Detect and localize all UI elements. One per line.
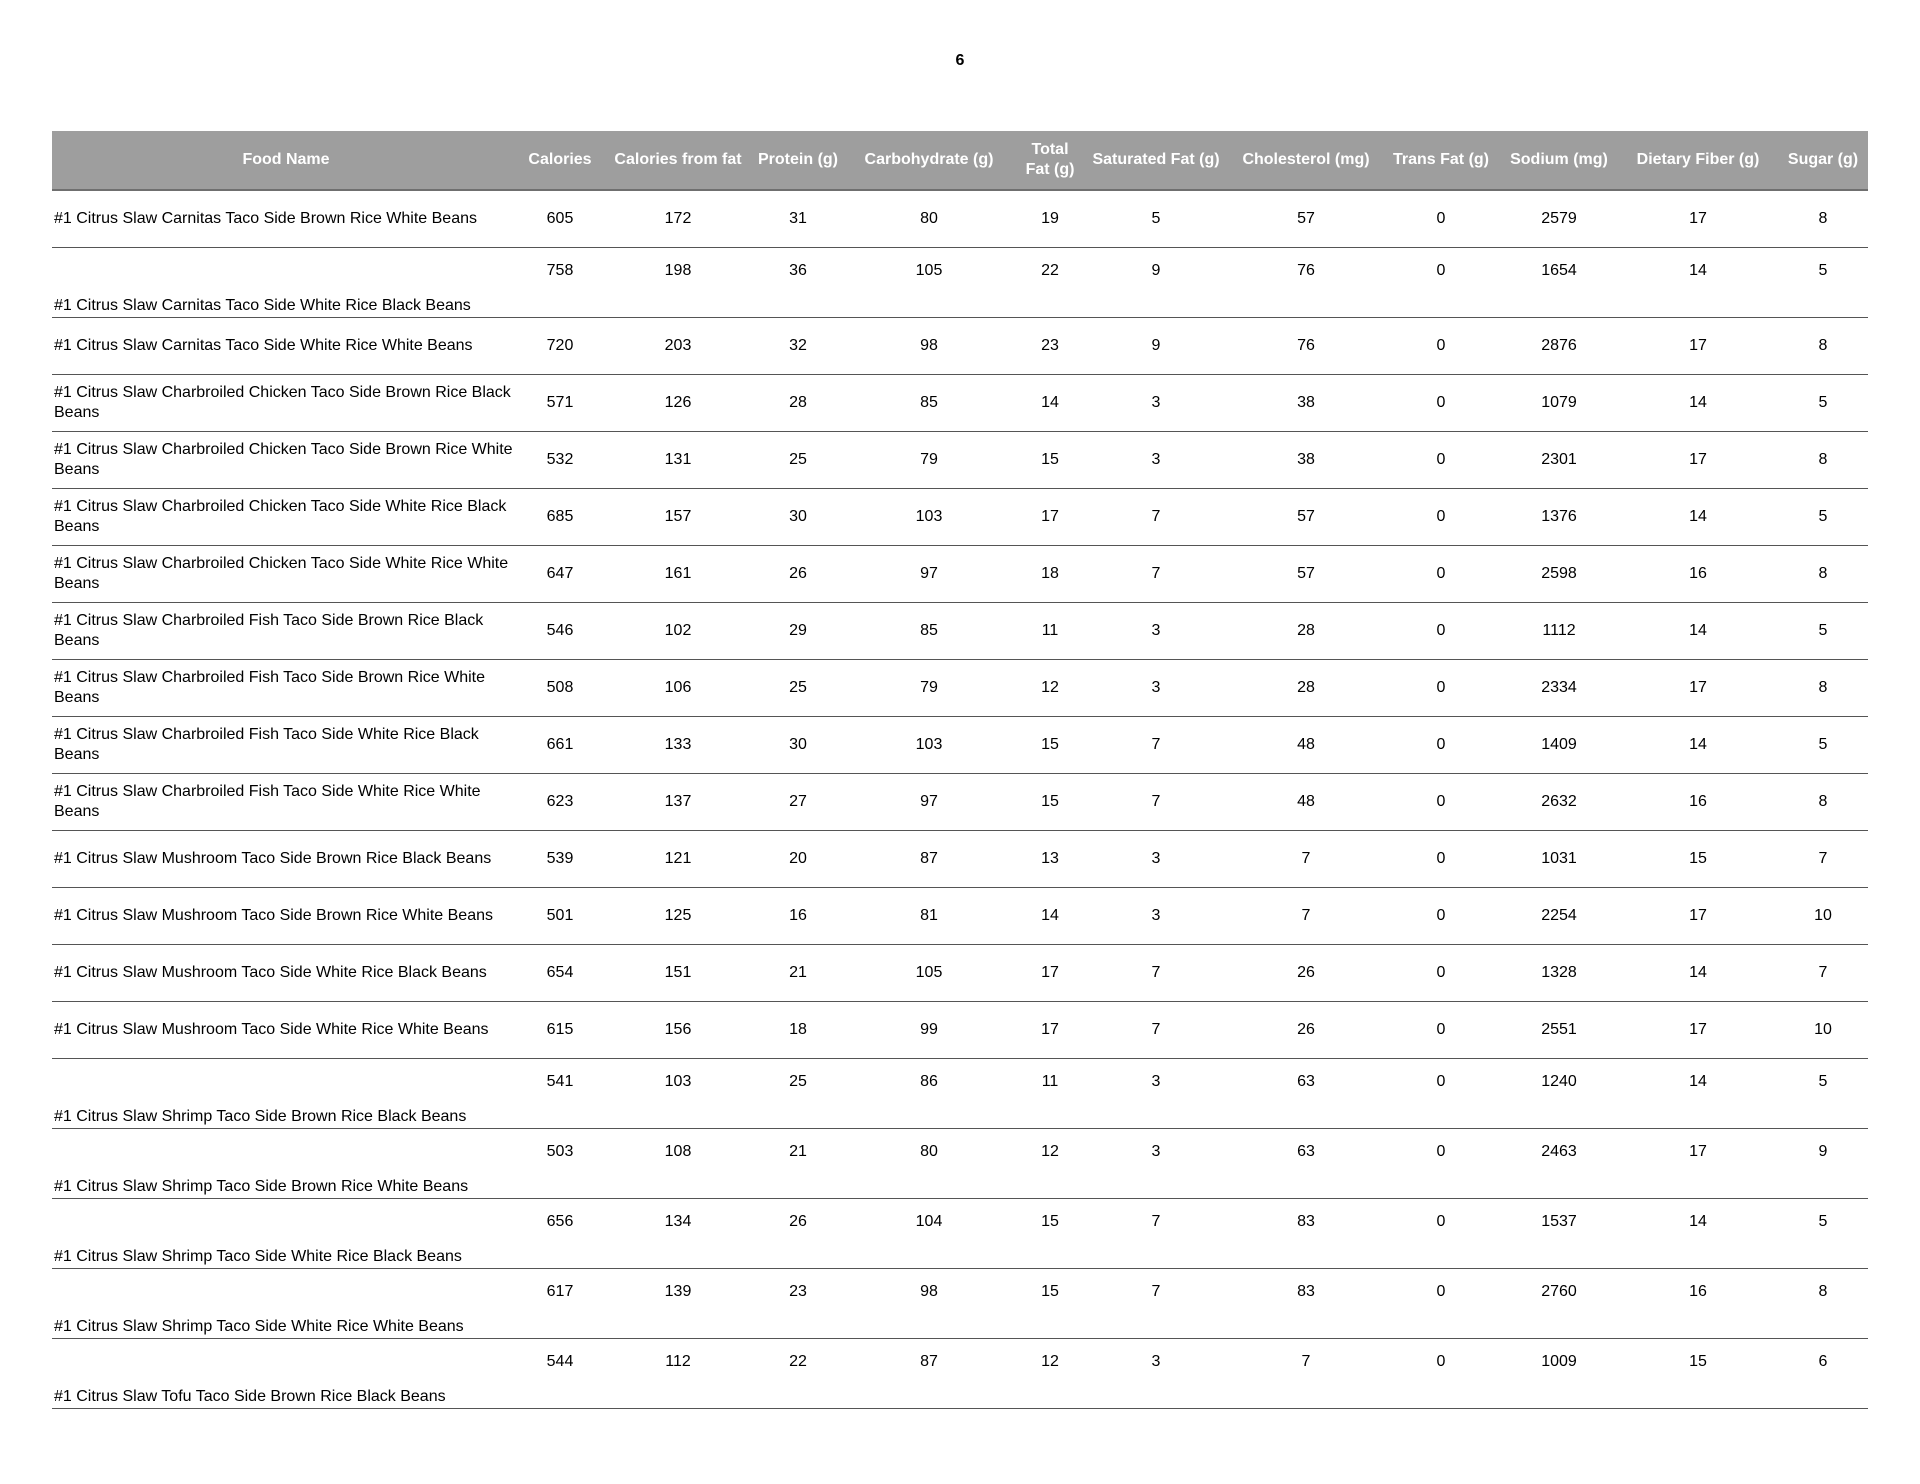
table-row	[52, 1199, 1868, 1269]
calories-from-fat-cell: 151	[600, 945, 756, 1002]
trans-fat-cell: 0	[1382, 248, 1500, 318]
page-number: 6	[955, 52, 965, 69]
trans-fat-cell: 0	[1382, 945, 1500, 1002]
table-row	[52, 831, 1868, 888]
nutrition-table	[52, 131, 1868, 1409]
protein-cell: 32	[756, 318, 840, 375]
protein-cell: 28	[756, 375, 840, 432]
cholesterol-cell: 38	[1230, 375, 1382, 432]
cholesterol-cell: 76	[1230, 318, 1382, 375]
calories-cell: 503	[520, 1129, 600, 1199]
food-name-cell: #1 Citrus Slaw Charbroiled Chicken Taco Side White Rice Black Beans	[52, 489, 520, 546]
carbohydrate-cell: 79	[840, 432, 1018, 489]
food-name-cell: #1 Citrus Slaw Shrimp Taco Side White Rice White Beans	[52, 1269, 520, 1339]
sodium-cell: 2598	[1500, 546, 1618, 603]
food-name-cell: #1 Citrus Slaw Carnitas Taco Side White Rice White Beans	[52, 318, 520, 375]
calories-cell: 539	[520, 831, 600, 888]
saturated-fat-cell: 3	[1082, 375, 1230, 432]
calories-cell: 758	[520, 248, 600, 318]
cholesterol-cell: 83	[1230, 1199, 1382, 1269]
saturated-fat-cell: 3	[1082, 1339, 1230, 1409]
cholesterol-cell: 57	[1230, 489, 1382, 546]
saturated-fat-cell: 9	[1082, 248, 1230, 318]
protein-cell: 30	[756, 489, 840, 546]
trans-fat-cell: 0	[1382, 831, 1500, 888]
carbohydrate-cell: 105	[840, 248, 1018, 318]
calories-from-fat-cell: 156	[600, 1002, 756, 1059]
carbohydrate-cell: 97	[840, 546, 1018, 603]
sugar-cell: 5	[1778, 489, 1868, 546]
total-fat-cell: 23	[1018, 318, 1082, 375]
calories-from-fat-cell: 172	[600, 190, 756, 248]
dietary-fiber-cell: 14	[1618, 375, 1778, 432]
total-fat-cell: 17	[1018, 1002, 1082, 1059]
calories-cell: 508	[520, 660, 600, 717]
carbohydrate-cell: 105	[840, 945, 1018, 1002]
table-row	[52, 1002, 1868, 1059]
sodium-cell: 1328	[1500, 945, 1618, 1002]
calories-cell: 532	[520, 432, 600, 489]
saturated-fat-cell: 3	[1082, 1059, 1230, 1129]
sodium-cell: 1112	[1500, 603, 1618, 660]
table-row	[52, 318, 1868, 375]
cholesterol-cell: 7	[1230, 888, 1382, 945]
food-name-cell: #1 Citrus Slaw Charbroiled Chicken Taco Side Brown Rice White Beans	[52, 432, 520, 489]
trans-fat-cell: 0	[1382, 1059, 1500, 1129]
carbohydrate-cell: 104	[840, 1199, 1018, 1269]
trans-fat-cell: 0	[1382, 489, 1500, 546]
table-row	[52, 1129, 1868, 1199]
saturated-fat-cell: 3	[1082, 831, 1230, 888]
protein-cell: 26	[756, 546, 840, 603]
protein-cell: 23	[756, 1269, 840, 1339]
header-cholesterol: Cholesterol (mg)	[1230, 131, 1382, 190]
sodium-cell: 2551	[1500, 1002, 1618, 1059]
food-name-cell: #1 Citrus Slaw Charbroiled Chicken Taco Side Brown Rice Black Beans	[52, 375, 520, 432]
calories-from-fat-cell: 102	[600, 603, 756, 660]
total-fat-cell: 15	[1018, 432, 1082, 489]
calories-from-fat-cell: 125	[600, 888, 756, 945]
trans-fat-cell: 0	[1382, 375, 1500, 432]
total-fat-cell: 12	[1018, 1339, 1082, 1409]
protein-cell: 22	[756, 1339, 840, 1409]
food-name-cell: #1 Citrus Slaw Charbroiled Fish Taco Side Brown Rice Black Beans	[52, 603, 520, 660]
calories-cell: 617	[520, 1269, 600, 1339]
sodium-cell: 2463	[1500, 1129, 1618, 1199]
saturated-fat-cell: 7	[1082, 774, 1230, 831]
total-fat-cell: 17	[1018, 945, 1082, 1002]
sodium-cell: 2876	[1500, 318, 1618, 375]
table-row	[52, 717, 1868, 774]
protein-cell: 18	[756, 1002, 840, 1059]
table-row	[52, 1059, 1868, 1129]
total-fat-cell: 14	[1018, 888, 1082, 945]
header-sodium: Sodium (mg)	[1500, 131, 1618, 190]
carbohydrate-cell: 80	[840, 1129, 1018, 1199]
protein-cell: 36	[756, 248, 840, 318]
saturated-fat-cell: 7	[1082, 717, 1230, 774]
cholesterol-cell: 48	[1230, 774, 1382, 831]
dietary-fiber-cell: 14	[1618, 1199, 1778, 1269]
carbohydrate-cell: 79	[840, 660, 1018, 717]
calories-from-fat-cell: 121	[600, 831, 756, 888]
protein-cell: 21	[756, 1129, 840, 1199]
calories-cell: 615	[520, 1002, 600, 1059]
sodium-cell: 1376	[1500, 489, 1618, 546]
trans-fat-cell: 0	[1382, 774, 1500, 831]
dietary-fiber-cell: 14	[1618, 945, 1778, 1002]
calories-from-fat-cell: 157	[600, 489, 756, 546]
sugar-cell: 10	[1778, 888, 1868, 945]
saturated-fat-cell: 3	[1082, 888, 1230, 945]
calories-cell: 685	[520, 489, 600, 546]
total-fat-cell: 15	[1018, 717, 1082, 774]
header-trans-fat: Trans Fat (g)	[1382, 131, 1500, 190]
sugar-cell: 8	[1778, 546, 1868, 603]
calories-from-fat-cell: 137	[600, 774, 756, 831]
calories-from-fat-cell: 131	[600, 432, 756, 489]
sugar-cell: 5	[1778, 248, 1868, 318]
table-row	[52, 190, 1868, 248]
food-name-cell: #1 Citrus Slaw Shrimp Taco Side White Rice Black Beans	[52, 1199, 520, 1269]
dietary-fiber-cell: 17	[1618, 1129, 1778, 1199]
food-name-cell: #1 Citrus Slaw Charbroiled Fish Taco Side Brown Rice White Beans	[52, 660, 520, 717]
dietary-fiber-cell: 14	[1618, 603, 1778, 660]
trans-fat-cell: 0	[1382, 546, 1500, 603]
dietary-fiber-cell: 14	[1618, 489, 1778, 546]
total-fat-cell: 14	[1018, 375, 1082, 432]
saturated-fat-cell: 7	[1082, 546, 1230, 603]
total-fat-cell: 18	[1018, 546, 1082, 603]
food-name-cell: #1 Citrus Slaw Tofu Taco Side Brown Rice Black Beans	[52, 1339, 520, 1409]
cholesterol-cell: 48	[1230, 717, 1382, 774]
food-name-cell: #1 Citrus Slaw Shrimp Taco Side Brown Rice Black Beans	[52, 1059, 520, 1129]
header-sugar: Sugar (g)	[1778, 131, 1868, 190]
trans-fat-cell: 0	[1382, 1002, 1500, 1059]
cholesterol-cell: 57	[1230, 190, 1382, 248]
table-row	[52, 432, 1868, 489]
saturated-fat-cell: 7	[1082, 489, 1230, 546]
carbohydrate-cell: 81	[840, 888, 1018, 945]
table-row	[52, 888, 1868, 945]
food-name-cell: #1 Citrus Slaw Carnitas Taco Side White Rice Black Beans	[52, 248, 520, 318]
dietary-fiber-cell: 14	[1618, 1059, 1778, 1129]
total-fat-cell: 15	[1018, 1269, 1082, 1339]
calories-from-fat-cell: 161	[600, 546, 756, 603]
sodium-cell: 1009	[1500, 1339, 1618, 1409]
calories-cell: 605	[520, 190, 600, 248]
trans-fat-cell: 0	[1382, 1129, 1500, 1199]
trans-fat-cell: 0	[1382, 318, 1500, 375]
header-protein: Protein (g)	[756, 131, 840, 190]
table-row	[52, 603, 1868, 660]
sugar-cell: 7	[1778, 831, 1868, 888]
sodium-cell: 2301	[1500, 432, 1618, 489]
header-total-fat: Total Fat (g)	[1018, 131, 1082, 190]
trans-fat-cell: 0	[1382, 432, 1500, 489]
calories-cell: 541	[520, 1059, 600, 1129]
calories-cell: 720	[520, 318, 600, 375]
sodium-cell: 1409	[1500, 717, 1618, 774]
calories-from-fat-cell: 112	[600, 1339, 756, 1409]
trans-fat-cell: 0	[1382, 888, 1500, 945]
table-header	[52, 131, 1868, 190]
carbohydrate-cell: 87	[840, 831, 1018, 888]
table-row	[52, 375, 1868, 432]
cholesterol-cell: 7	[1230, 1339, 1382, 1409]
dietary-fiber-cell: 16	[1618, 546, 1778, 603]
calories-cell: 654	[520, 945, 600, 1002]
saturated-fat-cell: 7	[1082, 945, 1230, 1002]
carbohydrate-cell: 85	[840, 603, 1018, 660]
saturated-fat-cell: 9	[1082, 318, 1230, 375]
sugar-cell: 8	[1778, 1269, 1868, 1339]
sodium-cell: 1240	[1500, 1059, 1618, 1129]
sugar-cell: 7	[1778, 945, 1868, 1002]
dietary-fiber-cell: 16	[1618, 774, 1778, 831]
protein-cell: 20	[756, 831, 840, 888]
sugar-cell: 9	[1778, 1129, 1868, 1199]
cholesterol-cell: 7	[1230, 831, 1382, 888]
table-row	[52, 945, 1868, 1002]
protein-cell: 26	[756, 1199, 840, 1269]
trans-fat-cell: 0	[1382, 717, 1500, 774]
sugar-cell: 5	[1778, 717, 1868, 774]
carbohydrate-cell: 98	[840, 1269, 1018, 1339]
protein-cell: 29	[756, 603, 840, 660]
sodium-cell: 2334	[1500, 660, 1618, 717]
calories-from-fat-cell: 139	[600, 1269, 756, 1339]
header-row	[52, 131, 1868, 190]
header-dietary-fiber: Dietary Fiber (g)	[1618, 131, 1778, 190]
dietary-fiber-cell: 14	[1618, 717, 1778, 774]
saturated-fat-cell: 7	[1082, 1199, 1230, 1269]
carbohydrate-cell: 97	[840, 774, 1018, 831]
header-food-name: Food Name	[52, 131, 520, 190]
cholesterol-cell: 83	[1230, 1269, 1382, 1339]
total-fat-cell: 11	[1018, 1059, 1082, 1129]
cholesterol-cell: 57	[1230, 546, 1382, 603]
cholesterol-cell: 76	[1230, 248, 1382, 318]
sodium-cell: 2579	[1500, 190, 1618, 248]
table-body	[52, 190, 1868, 1409]
protein-cell: 25	[756, 432, 840, 489]
cholesterol-cell: 63	[1230, 1129, 1382, 1199]
table-row	[52, 1339, 1868, 1409]
sugar-cell: 8	[1778, 660, 1868, 717]
total-fat-cell: 19	[1018, 190, 1082, 248]
trans-fat-cell: 0	[1382, 603, 1500, 660]
cholesterol-cell: 28	[1230, 660, 1382, 717]
sugar-cell: 8	[1778, 774, 1868, 831]
table-row	[52, 248, 1868, 318]
sugar-cell: 5	[1778, 603, 1868, 660]
saturated-fat-cell: 7	[1082, 1269, 1230, 1339]
total-fat-cell: 12	[1018, 660, 1082, 717]
carbohydrate-cell: 99	[840, 1002, 1018, 1059]
saturated-fat-cell: 7	[1082, 1002, 1230, 1059]
header-calories-from-fat: Calories from fat	[600, 131, 756, 190]
trans-fat-cell: 0	[1382, 190, 1500, 248]
protein-cell: 16	[756, 888, 840, 945]
food-name-cell: #1 Citrus Slaw Carnitas Taco Side Brown Rice White Beans	[52, 190, 520, 248]
saturated-fat-cell: 5	[1082, 190, 1230, 248]
cholesterol-cell: 63	[1230, 1059, 1382, 1129]
food-name-cell: #1 Citrus Slaw Charbroiled Fish Taco Side White Rice Black Beans	[52, 717, 520, 774]
table-row	[52, 546, 1868, 603]
cholesterol-cell: 26	[1230, 1002, 1382, 1059]
protein-cell: 31	[756, 190, 840, 248]
sodium-cell: 2254	[1500, 888, 1618, 945]
trans-fat-cell: 0	[1382, 1269, 1500, 1339]
total-fat-cell: 13	[1018, 831, 1082, 888]
table-row	[52, 660, 1868, 717]
trans-fat-cell: 0	[1382, 1199, 1500, 1269]
food-name-cell: #1 Citrus Slaw Mushroom Taco Side Brown Rice White Beans	[52, 888, 520, 945]
carbohydrate-cell: 103	[840, 489, 1018, 546]
trans-fat-cell: 0	[1382, 660, 1500, 717]
header-calories: Calories	[520, 131, 600, 190]
total-fat-cell: 15	[1018, 1199, 1082, 1269]
cholesterol-cell: 38	[1230, 432, 1382, 489]
carbohydrate-cell: 103	[840, 717, 1018, 774]
dietary-fiber-cell: 17	[1618, 318, 1778, 375]
dietary-fiber-cell: 17	[1618, 888, 1778, 945]
dietary-fiber-cell: 14	[1618, 248, 1778, 318]
protein-cell: 27	[756, 774, 840, 831]
total-fat-cell: 15	[1018, 774, 1082, 831]
saturated-fat-cell: 3	[1082, 660, 1230, 717]
calories-cell: 656	[520, 1199, 600, 1269]
protein-cell: 30	[756, 717, 840, 774]
sodium-cell: 2760	[1500, 1269, 1618, 1339]
food-name-cell: #1 Citrus Slaw Mushroom Taco Side White Rice Black Beans	[52, 945, 520, 1002]
total-fat-cell: 17	[1018, 489, 1082, 546]
cholesterol-cell: 26	[1230, 945, 1382, 1002]
header-carbohydrate: Carbohydrate (g)	[840, 131, 1018, 190]
calories-cell: 623	[520, 774, 600, 831]
sugar-cell: 8	[1778, 190, 1868, 248]
sodium-cell: 1031	[1500, 831, 1618, 888]
total-fat-cell: 11	[1018, 603, 1082, 660]
calories-from-fat-cell: 126	[600, 375, 756, 432]
calories-from-fat-cell: 203	[600, 318, 756, 375]
dietary-fiber-cell: 17	[1618, 660, 1778, 717]
calories-cell: 546	[520, 603, 600, 660]
saturated-fat-cell: 3	[1082, 603, 1230, 660]
dietary-fiber-cell: 17	[1618, 190, 1778, 248]
sugar-cell: 10	[1778, 1002, 1868, 1059]
table-row	[52, 774, 1868, 831]
sodium-cell: 1079	[1500, 375, 1618, 432]
dietary-fiber-cell: 15	[1618, 831, 1778, 888]
protein-cell: 25	[756, 1059, 840, 1129]
sodium-cell: 1537	[1500, 1199, 1618, 1269]
saturated-fat-cell: 3	[1082, 432, 1230, 489]
calories-cell: 501	[520, 888, 600, 945]
calories-from-fat-cell: 106	[600, 660, 756, 717]
food-name-cell: #1 Citrus Slaw Mushroom Taco Side White Rice White Beans	[52, 1002, 520, 1059]
protein-cell: 21	[756, 945, 840, 1002]
sugar-cell: 5	[1778, 1199, 1868, 1269]
table-row	[52, 1269, 1868, 1339]
dietary-fiber-cell: 17	[1618, 432, 1778, 489]
calories-from-fat-cell: 133	[600, 717, 756, 774]
sugar-cell: 5	[1778, 1059, 1868, 1129]
calories-cell: 647	[520, 546, 600, 603]
carbohydrate-cell: 85	[840, 375, 1018, 432]
total-fat-cell: 12	[1018, 1129, 1082, 1199]
sugar-cell: 8	[1778, 318, 1868, 375]
dietary-fiber-cell: 16	[1618, 1269, 1778, 1339]
table-row	[52, 489, 1868, 546]
food-name-cell: #1 Citrus Slaw Mushroom Taco Side Brown Rice Black Beans	[52, 831, 520, 888]
carbohydrate-cell: 86	[840, 1059, 1018, 1129]
header-saturated-fat: Saturated Fat (g)	[1082, 131, 1230, 190]
food-name-cell: #1 Citrus Slaw Charbroiled Chicken Taco Side White Rice White Beans	[52, 546, 520, 603]
total-fat-cell: 22	[1018, 248, 1082, 318]
food-name-cell: #1 Citrus Slaw Charbroiled Fish Taco Side White Rice White Beans	[52, 774, 520, 831]
calories-cell: 544	[520, 1339, 600, 1409]
calories-from-fat-cell: 134	[600, 1199, 756, 1269]
dietary-fiber-cell: 17	[1618, 1002, 1778, 1059]
calories-cell: 571	[520, 375, 600, 432]
sugar-cell: 5	[1778, 375, 1868, 432]
saturated-fat-cell: 3	[1082, 1129, 1230, 1199]
sodium-cell: 1654	[1500, 248, 1618, 318]
nutrition-table-container	[52, 131, 1868, 1409]
trans-fat-cell: 0	[1382, 1339, 1500, 1409]
carbohydrate-cell: 98	[840, 318, 1018, 375]
calories-from-fat-cell: 108	[600, 1129, 756, 1199]
calories-cell: 661	[520, 717, 600, 774]
calories-from-fat-cell: 198	[600, 248, 756, 318]
sodium-cell: 2632	[1500, 774, 1618, 831]
sugar-cell: 8	[1778, 432, 1868, 489]
carbohydrate-cell: 87	[840, 1339, 1018, 1409]
sugar-cell: 6	[1778, 1339, 1868, 1409]
protein-cell: 25	[756, 660, 840, 717]
dietary-fiber-cell: 15	[1618, 1339, 1778, 1409]
food-name-cell: #1 Citrus Slaw Shrimp Taco Side Brown Rice White Beans	[52, 1129, 520, 1199]
calories-from-fat-cell: 103	[600, 1059, 756, 1129]
carbohydrate-cell: 80	[840, 190, 1018, 248]
cholesterol-cell: 28	[1230, 603, 1382, 660]
